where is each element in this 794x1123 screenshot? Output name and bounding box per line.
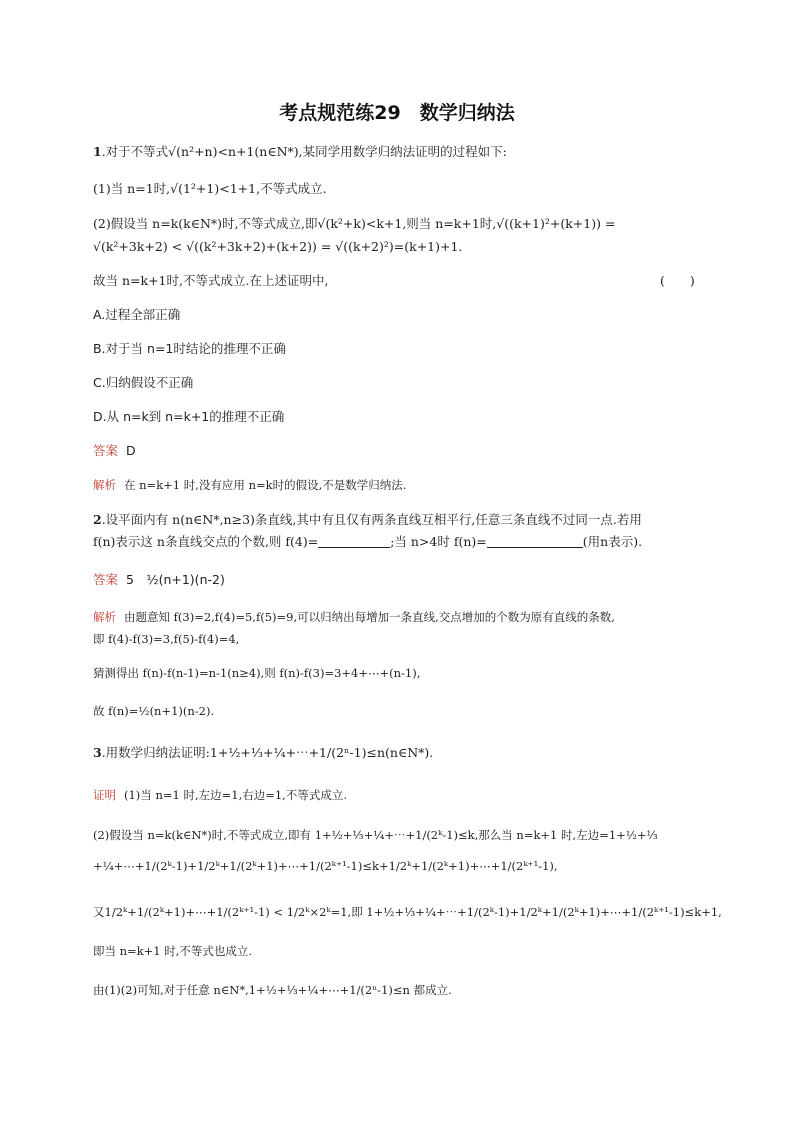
q2-analysis-2: 即 f(4)-f(3)=3,f(5)-f(4)=4, xyxy=(93,632,240,646)
q3-proof-2b: +¼+⋯+1/(2ᵏ-1)+1/2ᵏ+1/(2ᵏ+1)+⋯+1/(2ᵏ⁺¹-1)≤k+1/2ᵏ+1/(2ᵏ+1)+⋯+1/(2ᵏ⁺¹-1), xyxy=(93,859,558,873)
q1-option-c: C.归纳假设不正确 xyxy=(93,375,194,390)
q1-analysis-line xyxy=(93,476,406,494)
q1-option-a: A.过程全部正确 xyxy=(93,307,181,322)
q2-answer-line xyxy=(93,571,225,589)
q1-step2-line2: √(k²+3k+2) < √((k²+3k+2)+(k+2)) = √((k+2)²)=(k+1)+1. xyxy=(93,239,463,254)
answer-label: 答案 xyxy=(93,572,119,587)
q2-answer: 5 ½(n+1)(n-2) xyxy=(126,572,225,587)
q2-stem-line1 xyxy=(93,511,642,529)
q2-blank-2[interactable] xyxy=(487,533,583,548)
q1-answer-line xyxy=(93,442,136,460)
q3-proof-5: 由(1)(2)可知,对于任意 n∈N*,1+½+⅓+¼+⋯+1/(2ⁿ-1)≤n 都成立. xyxy=(93,983,452,997)
proof-label: 证明 xyxy=(93,788,116,802)
q1-option-d: D.从 n=k到 n=k+1的推理不正确 xyxy=(93,409,285,424)
q1-number: 1 xyxy=(93,144,102,159)
q2-number: 2 xyxy=(93,512,102,527)
q3-proof-4: 即当 n=k+1 时,不等式也成立. xyxy=(93,944,253,958)
q2-stem-line2 xyxy=(93,533,642,551)
q1-answer: D xyxy=(126,443,136,458)
q2-analysis-3: 猜测得出 f(n)-f(n-1)=n-1(n≥4),则 f(n)-f(3)=3+4+⋯+(n-1), xyxy=(93,666,421,680)
q2-stem-b2: ;当 n>4时 f(n)= xyxy=(390,534,487,549)
q3-proof-2a: (2)假设当 n=k(k∈N*)时,不等式成立,即有 1+½+⅓+¼+⋯+1/(2ᵏ-1)≤k,那么当 n=k+1 时,左边=1+½+⅓ xyxy=(93,828,658,842)
q2-analysis-line1 xyxy=(93,608,615,626)
analysis-label: 解析 xyxy=(93,610,116,624)
q1-stem: .对于不等式√(n²+n)<n+1(n∈N*),某同学用数学归纳法证明的过程如下: xyxy=(101,144,507,159)
q1-conclusion: 故当 n=k+1时,不等式成立.在上述证明中, xyxy=(93,273,329,288)
q2-analysis-1: 由题意知 f(3)=2,f(4)=5,f(5)=9,可以归纳出每增加一条直线,交点增加的个数为原有直线的条数, xyxy=(124,610,615,624)
q1-option-b: B.对于当 n=1时结论的推理不正确 xyxy=(93,341,286,356)
analysis-label: 解析 xyxy=(93,478,116,492)
answer-label: 答案 xyxy=(93,443,119,458)
q1-answer-paren: ( ) xyxy=(660,273,695,288)
q2-stem-b1: f(n)表示这 n条直线交点的个数,则 f(4)= xyxy=(93,534,319,549)
q1-stem-line xyxy=(93,143,507,161)
q1-analysis: 在 n=k+1 时,没有应用 n=k时的假设,不是数学归纳法. xyxy=(124,478,407,492)
q2-stem-b3: (用n表示). xyxy=(582,534,643,549)
q2-stem-a: .设平面内有 n(n∈N*,n≥3)条直线,其中有且仅有两条直线互相平行,任意三条直线不过同一点.若用 xyxy=(101,512,642,527)
q2-analysis-4: 故 f(n)=½(n+1)(n-2). xyxy=(93,704,215,718)
q3-proof-3: 又1/2ᵏ+1/(2ᵏ+1)+⋯+1/(2ᵏ⁺¹-1) < 1/2ᵏ×2ᵏ=1,即 1+½+⅓+¼+⋯+1/(2ᵏ-1)+1/2ᵏ+1/(2ᵏ+1)+⋯+1/(2ᵏ⁺¹-1)≤k+1, xyxy=(93,905,722,919)
q1-step1: (1)当 n=1时,√(1²+1)<1+1,不等式成立. xyxy=(93,181,327,196)
q2-blank-1[interactable] xyxy=(318,533,390,548)
q3-proof-line1 xyxy=(93,786,347,804)
q1-step2-line1: (2)假设当 n=k(k∈N*)时,不等式成立,即√(k²+k)<k+1,则当 n=k+1时,√((k+1)²+(k+1)) = xyxy=(93,216,616,231)
q3-number: 3 xyxy=(93,745,102,760)
q3-stem: .用数学归纳法证明:1+½+⅓+¼+⋯+1/(2ⁿ-1)≤n(n∈N*). xyxy=(101,745,434,760)
q3-proof-1: (1)当 n=1 时,左边=1,右边=1,不等式成立. xyxy=(124,788,347,802)
q3-stem-line xyxy=(93,744,433,762)
page-title: 考点规范练29 数学归纳法 xyxy=(279,102,515,124)
